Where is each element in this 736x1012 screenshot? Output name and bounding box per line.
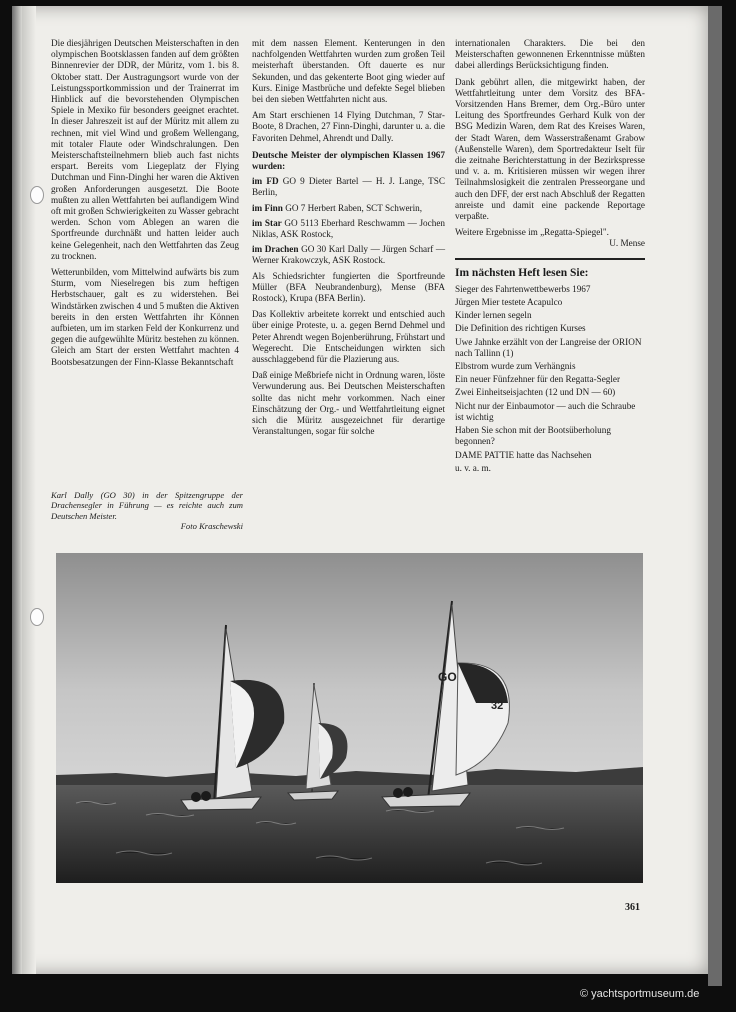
list-item: Elbstrom wurde zum Verhängnis: [455, 361, 576, 372]
champion-text: GO 7 Herbert Raben, SCT Schwerin,: [285, 202, 423, 213]
sky: [56, 553, 643, 783]
list-item: Sieger des Fahrtenwettbewerbs 1967: [455, 283, 591, 294]
article-signoff: [455, 227, 645, 238]
champion-text: GO 9 Dieter Bartel — H. J. Lange, TSC Berlin,: [252, 176, 446, 198]
article-column-3: [455, 38, 645, 476]
sailing-photo: [56, 553, 643, 883]
article-paragraph: Wetterunbilden, vom Mittelwind aufwärts bis zum Sturm, vom Nieselregen bis zum heftigen Herbstschauer, galt es zu widerstehen. Bei Windstärken zwischen 4 und 5 mußten die Aktiven bereits in den ersten Wettfahrten ihr Können aufbieten, um im starken Feld der Konkurrenz und gegen die aufgewühlte Müritz bestehen zu können. Gleich am Start der ersten Wettfahrt machten 4 Bootsbesatzungen der Finn-Klasse Bekanntschaft: [51, 267, 239, 367]
list-item: Zwei Einheitseisjachten (12 und DN — 60): [455, 387, 616, 398]
page-edge: [708, 6, 722, 986]
author-line: [455, 238, 645, 249]
list-item: Nicht nur der Einbaumotor — auch die Schraube ist wichtig: [455, 400, 636, 422]
punch-hole: [30, 186, 44, 204]
champion-entry: [252, 218, 445, 240]
next-issue-title: Im nächsten Heft lesen Sie:: [455, 266, 589, 279]
next-issue-list: [455, 284, 645, 474]
list-item: u. v. a. m.: [455, 462, 491, 473]
sail-number-right: 32: [491, 700, 504, 712]
watermark: © yachtsportmuseum.de: [580, 988, 700, 1000]
article-paragraph: Als Schiedsrichter fungierten die Sportfreunde Müller (BFA Neubrandenburg), Mense (BFA Rostock), Krupa (BFA Berlin).: [252, 270, 445, 304]
article-column-2: [252, 38, 445, 443]
sailing-photo-svg: [56, 553, 643, 883]
list-item: Uwe Jahnke erzählt von der Langreise der ORION nach Tallinn (1): [455, 336, 642, 358]
list-item: Die Definition des richtigen Kurses: [455, 323, 586, 334]
champion-entry: [252, 176, 445, 198]
article-paragraph: Daß einige Meßbriefe nicht in Ordnung waren, löste Verwunderung aus. Bei Deutschen Meisterschaften sollte das nicht mehr vorkommen. Nach einer Einschätzung der Org.- und Wettfahrtleitung eignet sich die Müritz ausgezeichnet für derartige Veranstaltungen, sogar für solche: [252, 370, 445, 437]
list-item: DAME PATTIE hatte das Nachsehen: [455, 449, 592, 460]
class-name: im Drachen: [252, 244, 299, 255]
champion-entry: [252, 203, 445, 214]
photo-credit: Foto Kraschewski: [180, 521, 243, 532]
champion-text: GO 5113 Eberhard Reschwamm — Jochen Niklas, ASK Rostock,: [252, 217, 445, 240]
list-item: Haben Sie schon mit der Bootsüberholung begonnen?: [455, 425, 611, 447]
list-item: Kinder lernen segeln: [455, 310, 532, 321]
author: U. Mense: [609, 238, 645, 249]
page-shadow: [12, 6, 22, 974]
article-paragraph: Am Start erschienen 14 Flying Dutchman, 7 Star-Boote, 8 Drachen, 27 Finn-Dinghi, darunter u. a. die Favoriten Dehmel, Ahrendt und Dally.: [252, 110, 445, 143]
champions-heading: Deutsche Meister der olympischen Klassen 1967 wurden:: [252, 149, 445, 172]
punch-hole: [30, 608, 44, 626]
page-number: 361: [625, 902, 640, 913]
champion-text: GO 30 Karl Dally — Jürgen Scharf — Werner Krakowczyk, ASK Rostock.: [252, 244, 446, 266]
class-name: im Star: [252, 217, 282, 228]
caption-text: Karl Dally (GO 30) in der Spitzengruppe der Drachensegler in Führung — es reichte auch zum Deutschen Meister.: [51, 490, 243, 521]
list-item: Ein neuer Fünfzehner für den Regatta-Segler: [455, 374, 621, 385]
sail-number-left: GO: [438, 670, 457, 684]
champion-entry: [252, 244, 445, 266]
more-results: Weitere Ergebnisse im „Regatta-Spiegel".: [455, 227, 609, 238]
article-paragraph: Das Kollektiv arbeitete korrekt und entschied auch über einige Proteste, u. a. gegen Bernd Dehmel und Peter Ahrendt wegen Bojenberührung, Frühstart und Wegerecht. Die Entscheidungen wirkten sich ausschlaggebend für die Plazierung aus.: [252, 309, 445, 365]
article-paragraph: Die diesjährigen Deutschen Meisterschaften in den olympischen Bootsklassen fanden auf dem größten Binnenrevier der DDR, der Müritz, vom 1. bis 8. Oktober statt. Der Austragungsort wurde von der Leistungssportkommission und der Trainerrat im Hinblick auf die bevorstehenden Olympischen Spiele in Mexiko für besonders geeignet erachtet. In dieser Jahreszeit ist auf der Müritz mit allem zu rechnen, mit viel Wind und großem Wellengang, mit totaler Flaute oder Windschralungen. Den Meisterschaftsteilnehmern blieb auch fast nichts erspart. Bereits vom Liegeplatz der Flying Dutchman und Finn-Dinghi her waren die Aktiven großen Anforderungen ausgesetzt. Die Boote mußten zu allen Wettfahrten bei auflandigem Wind oft mit großen Schwierigkeiten zu Wasser gebracht werden. Schon vom Ablegen an waren die Sportfreunde durchnäßt und hatten leider auch keine Gelegenheit, nach den Wettfahrten das Zeug zu trocknen.: [51, 38, 239, 261]
binding-gutter: [22, 6, 36, 974]
photo-caption: [51, 490, 243, 532]
class-name: im Finn: [252, 202, 283, 213]
water: [56, 785, 643, 883]
article-paragraph: Dank gebührt allen, die mitgewirkt haben, der Wettfahrtleitung unter dem Vorsitz des BFA-Vorsitzenden Hans Bremer, dem Org.-Büro unter Leitung des Sportfreundes Gerhard Kulk von der BSG Medizin Waren, dem Rat des Kreises Waren, der Stadt Waren, dem Wasserstraßenamt Grabow (Außenstelle Waren), dem Sportredakteur Iselt für die zeitnahe Berichterstattung in der Bezirkspresse und v. a. m. Kritisieren müssen wir wegen ihrer Teilnahmslosigkeit die zentralen Presseorgane und auch den DFF, der erst nach Abschluß der Regatten anreiste und damit eine packende Reportage verpaßte.: [455, 76, 645, 222]
article-paragraph: internationalen Charakters. Die bei den Meisterschaften gewonnenen Erkenntnisse müßten dabei allerdings Berücksichtigung finden.: [455, 38, 645, 71]
section-divider: [455, 258, 645, 260]
article-paragraph: mit dem nassen Element. Kenterungen in den nachfolgenden Wettfahrten wurden zum großen Teil meisterhaft überstanden. Oft dauerte es nur Sekunden, und das gekenterte Boot ging wieder auf Kurs. Einige Mastbrüche und defekte Segel blieben bei den sieben Wettfahrten nicht aus.: [252, 38, 445, 105]
list-item: Jürgen Mier testete Acapulco: [455, 297, 563, 308]
class-name: im FD: [252, 176, 279, 187]
article-column-1: [51, 38, 239, 373]
